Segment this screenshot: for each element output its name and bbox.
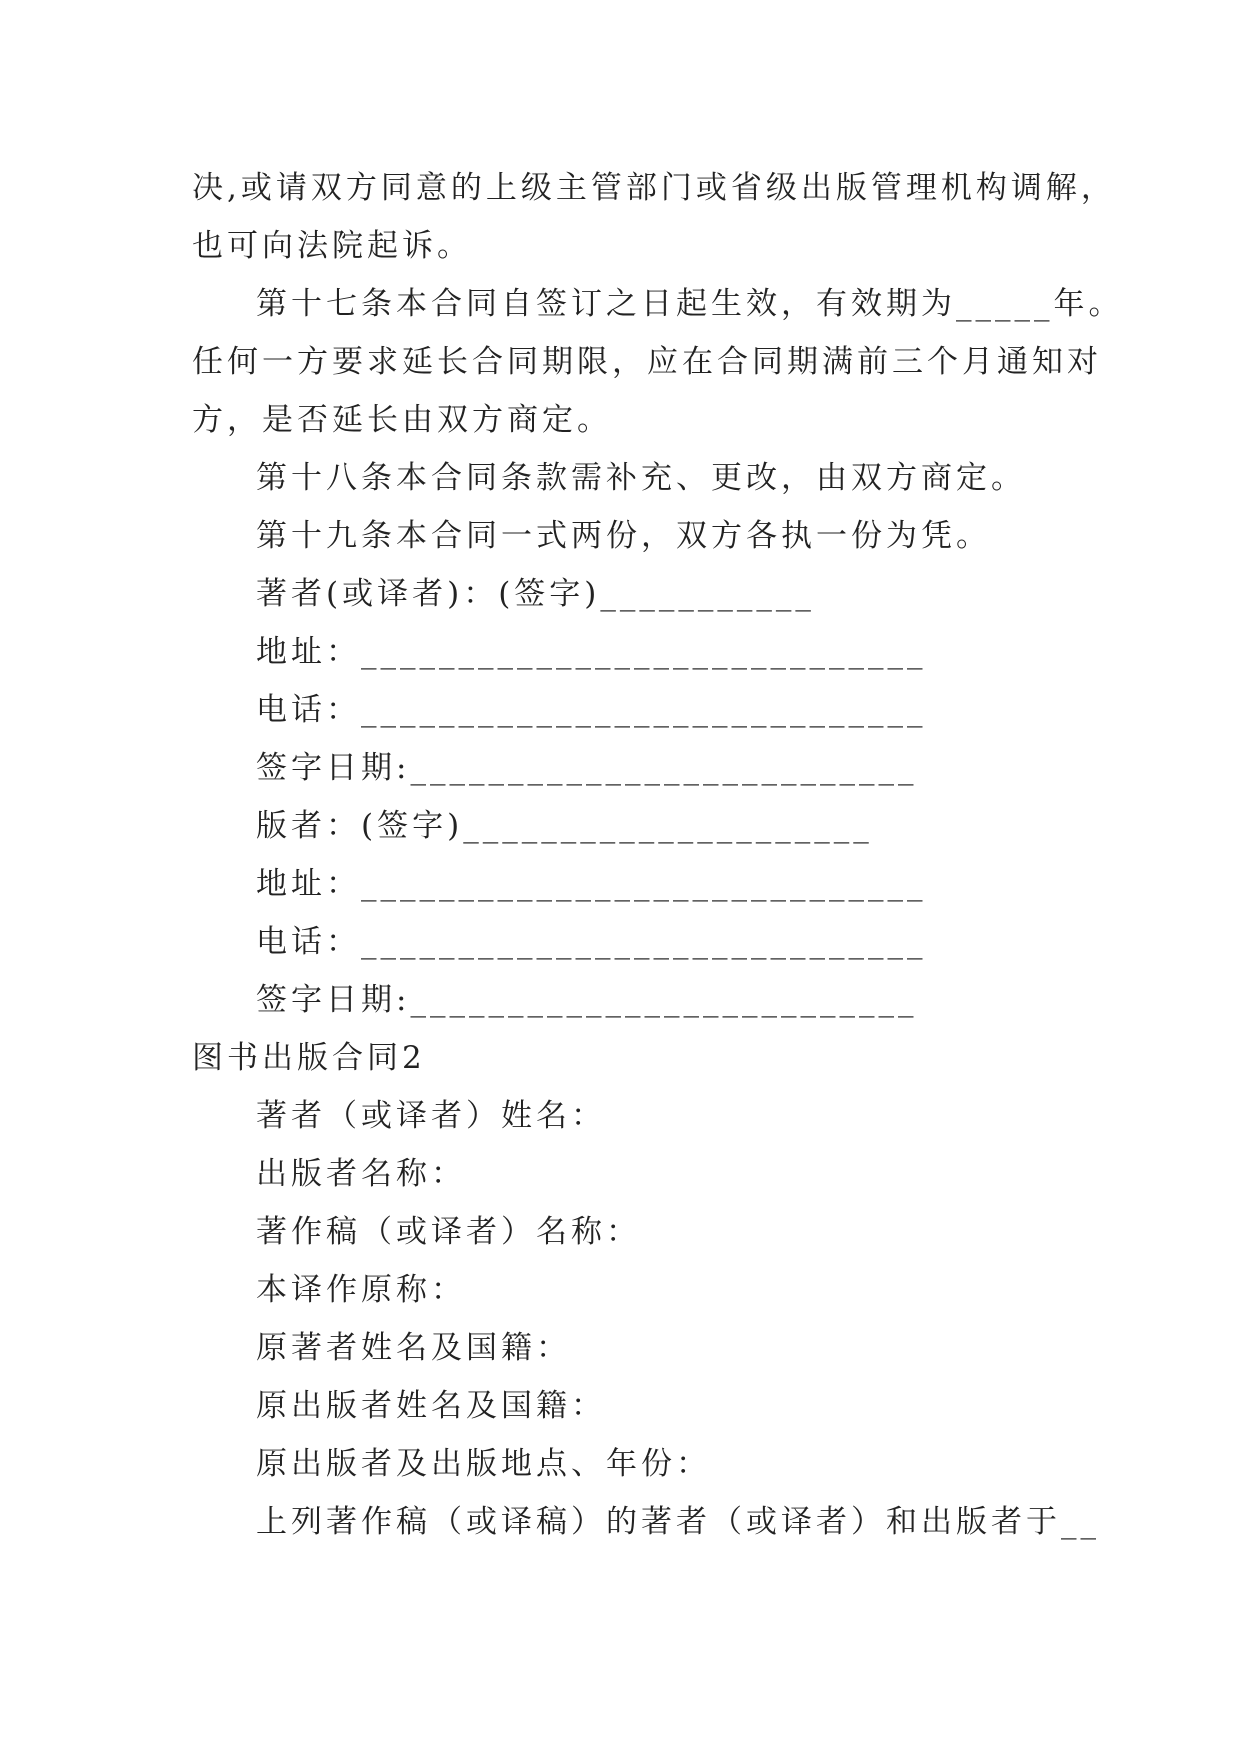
text-line: 原著者姓名及国籍： (256, 1330, 571, 1366)
text-line: 决,或请双方同意的上级主管部门或省级出版管理机构调解， (192, 170, 1116, 206)
text-line: 任何一方要求延长合同期限，应在合同期满前三个月通知对 (192, 344, 1102, 380)
sign-date-field: 签字日期:__________________________ (256, 750, 918, 786)
text-line: 也可向法院起诉。 (192, 228, 472, 264)
signature-field: 著者(或译者)：(签字)___________ (256, 576, 815, 612)
address-field: 地址：_____________________________ (256, 634, 927, 670)
address-field: 地址：_____________________________ (256, 866, 927, 902)
signature-field: 版者：(签字)_____________________ (256, 808, 873, 844)
text-line: 原出版者及出版地点、年份： (256, 1446, 711, 1482)
text-line: 第十八条本合同条款需补充、更改，由双方商定。 (256, 460, 1026, 496)
text-line: 本译作原称： (256, 1272, 466, 1308)
text-line: 第十七条本合同自签订之日起生效，有效期为_____年。 (256, 286, 1124, 322)
phone-field: 电话：_____________________________ (256, 692, 927, 728)
phone-field: 电话：_____________________________ (256, 924, 927, 960)
text-line: 原出版者姓名及国籍： (256, 1388, 606, 1424)
text-line: 著者（或译者）姓名： (256, 1098, 606, 1134)
text-line: 方，是否延长由双方商定。 (192, 402, 612, 438)
sign-date-field: 签字日期:__________________________ (256, 982, 918, 1018)
text-line: 第十九条本合同一式两份，双方各执一份为凭。 (256, 518, 991, 554)
section-heading: 图书出版合同2 (192, 1040, 426, 1076)
text-line: 出版者名称： (256, 1156, 466, 1192)
text-line: 著作稿（或译者）名称： (256, 1214, 641, 1250)
text-line: 上列著作稿（或译稿）的著者（或译者）和出版者于__ (256, 1504, 1100, 1540)
